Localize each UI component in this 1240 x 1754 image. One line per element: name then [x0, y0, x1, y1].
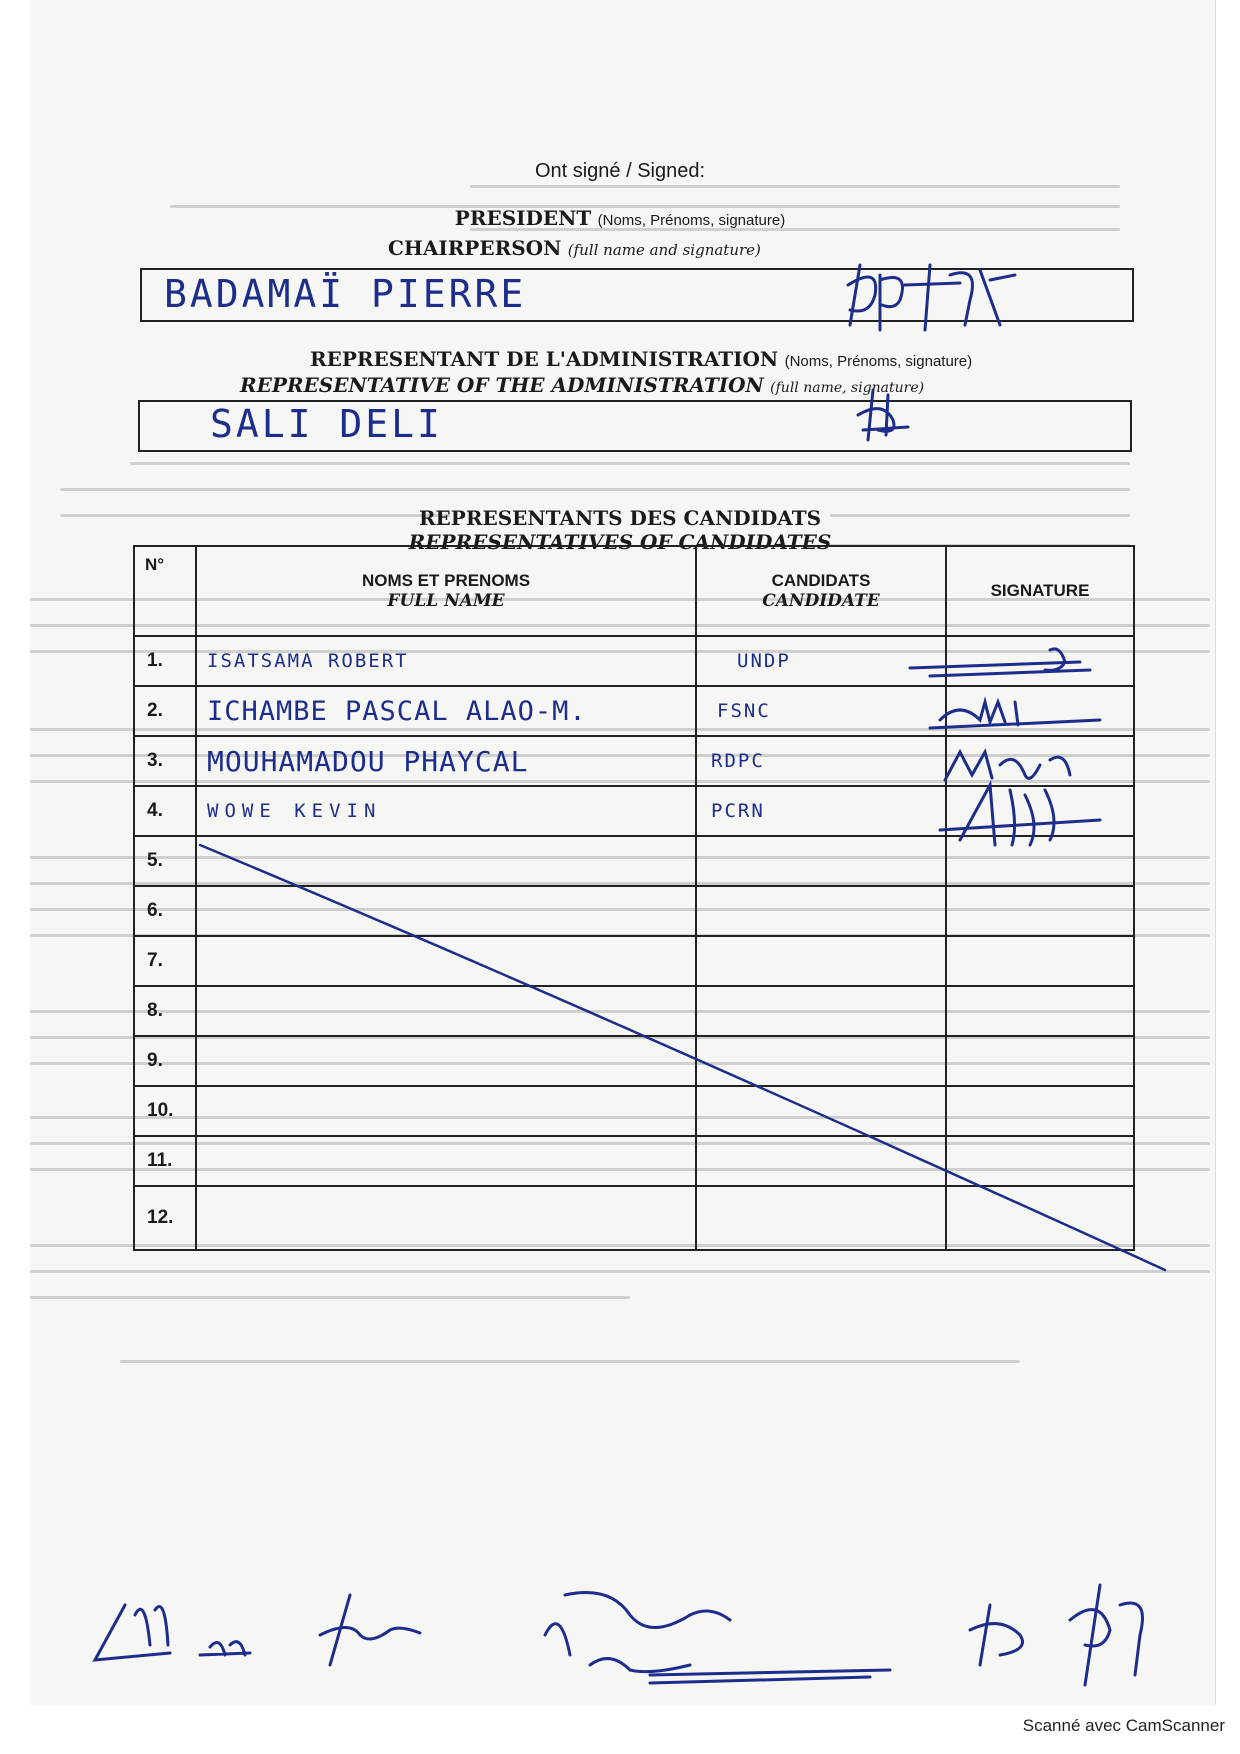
admin-name-box[interactable]	[138, 400, 1132, 452]
president-title-fr-note: (Noms, Prénoms, signature)	[597, 212, 786, 229]
initial-5-icon	[970, 1605, 1023, 1665]
candidates-title-en: REPRESENTATIVES OF CANDIDATES	[408, 530, 832, 554]
initial-1-icon	[95, 1605, 170, 1660]
row-number: 5.	[134, 836, 196, 886]
signed-heading: Ont signé / Signed:	[534, 160, 706, 182]
row-number: 9.	[134, 1036, 196, 1086]
column-header-signature: SIGNATURE	[946, 546, 1134, 636]
row-candidate[interactable]: RDPC	[696, 736, 946, 786]
candidates-title-fr: REPRESENTANTS DES CANDIDATS	[418, 506, 822, 530]
chairperson-title-en-note: (full name and signature)	[567, 241, 761, 259]
signature-row-3-icon	[945, 752, 1070, 780]
admin-title-en-line	[240, 373, 940, 397]
initial-2-icon	[200, 1642, 250, 1655]
scanner-watermark: Scanné avec CamScanner	[1022, 1716, 1225, 1735]
row-number: 3.	[134, 736, 196, 786]
admin-title-en-note: (full name, signature)	[770, 380, 925, 396]
president-signature	[840, 255, 1020, 340]
cancellation-stroke	[195, 840, 1175, 1280]
column-header-candidate-en: CANDIDATE	[762, 591, 880, 611]
row-number: 1.	[134, 636, 196, 686]
row-number: 6.	[134, 886, 196, 936]
row-number: 10.	[134, 1086, 196, 1136]
admin-title	[310, 347, 1210, 371]
row-candidate[interactable]: PCRN	[696, 786, 946, 836]
row-number: 2.	[134, 686, 196, 736]
row-full-name[interactable]: ICHAMBE PASCAL ALAO-M.	[196, 686, 696, 736]
president-title	[0, 206, 1240, 230]
row-full-name[interactable]: ISATSAMA ROBERT	[196, 636, 696, 686]
signature-row-4-icon	[940, 785, 1100, 845]
admin-name: SALI DELI	[210, 402, 443, 446]
admin-title-fr-note: (Noms, Prénoms, signature)	[784, 353, 973, 370]
column-header-number: N°	[134, 546, 196, 636]
row-full-name[interactable]: WOWE KEVIN	[196, 786, 696, 836]
column-header-name-fr: NOMS ET PRENOMS	[361, 571, 531, 590]
admin-signature	[848, 385, 918, 445]
president-title-fr: PRESIDENT	[454, 206, 592, 230]
column-header-name-en: FULL NAME	[387, 591, 505, 611]
column-header-name	[196, 546, 696, 636]
president-name: BADAMAÏ PIERRE	[164, 272, 527, 316]
row-number: 11.	[134, 1136, 196, 1186]
table-header-row	[134, 546, 1134, 636]
row-number: 8.	[134, 986, 196, 1036]
candidate-signatures	[900, 640, 1130, 860]
column-header-candidate-fr: CANDIDATS	[771, 571, 871, 590]
signature-row-1-icon	[910, 649, 1090, 676]
row-full-name[interactable]: MOUHAMADOU PHAYCAL	[196, 736, 696, 786]
initial-4-icon	[545, 1593, 890, 1684]
signature-row-2-icon	[930, 702, 1100, 728]
bottom-initials	[90, 1575, 1180, 1705]
admin-title-en: REPRESENTATIVE OF THE ADMINISTRATION	[240, 373, 764, 397]
row-number: 4.	[134, 786, 196, 836]
row-number: 7.	[134, 936, 196, 986]
admin-title-fr: REPRESENTANT DE L'ADMINISTRATION	[310, 347, 779, 371]
initial-3-icon	[320, 1595, 420, 1665]
row-number: 12.	[134, 1186, 196, 1250]
column-header-candidate	[696, 546, 946, 636]
initial-6-icon	[1070, 1585, 1143, 1685]
row-candidate[interactable]: UNDP	[696, 636, 946, 686]
chairperson-title-en: CHAIRPERSON	[388, 236, 562, 260]
row-candidate[interactable]: FSNC	[696, 686, 946, 736]
